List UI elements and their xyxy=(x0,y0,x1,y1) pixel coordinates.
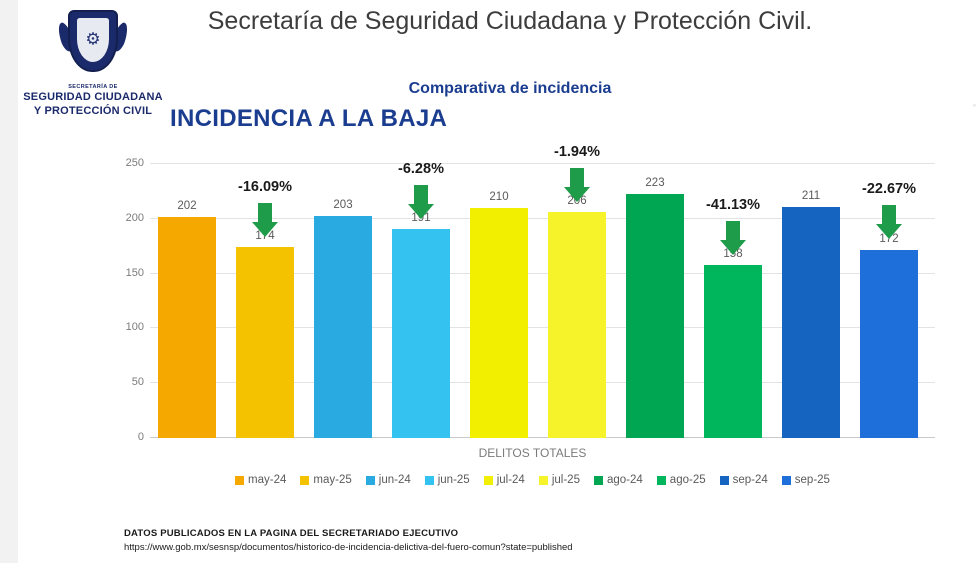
legend-label: ago-24 xyxy=(606,474,643,486)
shield-icon xyxy=(60,8,126,82)
bar-value-label: 210 xyxy=(489,190,509,203)
legend-item[interactable] xyxy=(366,474,411,486)
legend-item[interactable] xyxy=(657,474,706,486)
percent-change-label: -1.94% xyxy=(554,144,600,161)
bar[interactable] xyxy=(548,212,606,438)
y-axis-tick: 150 xyxy=(125,266,144,279)
legend-swatch xyxy=(720,476,729,485)
percent-change-label: -6.28% xyxy=(398,160,444,177)
bar-value-label: 191 xyxy=(411,211,431,224)
y-axis-tick: 200 xyxy=(125,211,144,224)
down-arrow-icon xyxy=(252,203,278,237)
y-axis-tick: 100 xyxy=(125,321,144,334)
footer-source-url[interactable]: https://www.gob.mx/sesnsp/documentos/historico-de-incidencia-delictiva-del-fuero-comun?state=published xyxy=(124,542,573,553)
y-axis-tick: 0 xyxy=(137,431,144,443)
footer-note: DATOS PUBLICADOS EN LA PAGINA DEL SECRETARIADO EJECUTIVO xyxy=(124,528,459,539)
bar-value-label: 223 xyxy=(645,176,665,189)
legend-label: jul-24 xyxy=(496,474,525,486)
legend-label: sep-25 xyxy=(794,474,830,486)
bar-value-label: 211 xyxy=(801,189,821,202)
percent-change-label: -41.13% xyxy=(705,196,760,213)
page-title: Secretaría de Seguridad Ciudadana y Protección Civil. xyxy=(207,7,813,35)
legend-item[interactable] xyxy=(782,474,830,486)
incidence-bar-chart xyxy=(110,144,955,460)
legend-label: may-25 xyxy=(313,474,352,486)
bar-value-label: 174 xyxy=(255,230,275,243)
legend-label: ago-25 xyxy=(669,474,706,486)
legend-swatch xyxy=(300,476,309,485)
institution-logo xyxy=(18,8,168,118)
percent-change-label: -16.09% xyxy=(237,179,292,196)
bar-series xyxy=(150,144,935,438)
legend-item[interactable] xyxy=(484,474,525,486)
down-arrow-icon xyxy=(564,168,590,202)
legend-swatch xyxy=(235,476,244,485)
logo-small-text: SECRETARÍA DE xyxy=(68,84,118,90)
legend-item[interactable] xyxy=(425,474,470,486)
bar[interactable] xyxy=(782,207,840,438)
down-arrow-icon xyxy=(720,221,746,255)
legend-swatch xyxy=(484,476,493,485)
legend-item[interactable] xyxy=(594,474,643,486)
legend-swatch xyxy=(782,476,791,485)
bar[interactable] xyxy=(392,229,450,438)
down-arrow-icon xyxy=(408,185,434,219)
y-axis-tick: 50 xyxy=(131,376,144,389)
bar-value-label: 158 xyxy=(723,247,743,260)
bar-value-label: 202 xyxy=(177,199,197,212)
chart-subtitle: Comparativa de incidencia xyxy=(408,80,612,97)
logo-line-2: Y PROTECCIÓN CIVIL xyxy=(33,105,153,117)
legend-label: jul-25 xyxy=(551,474,580,486)
legend-item[interactable] xyxy=(720,474,768,486)
bar[interactable] xyxy=(314,216,372,438)
legend-label: jun-25 xyxy=(437,474,470,486)
logo-line-1: SEGURIDAD CIUDADANA xyxy=(23,91,163,103)
left-strip xyxy=(0,0,18,563)
bar-value-label: 172 xyxy=(879,232,899,245)
section-title: INCIDENCIA A LA BAJA xyxy=(170,105,448,132)
bar[interactable] xyxy=(626,194,684,438)
legend-label: may-24 xyxy=(248,474,287,486)
x-axis-title: DELITOS TOTALES xyxy=(478,446,587,460)
eagle-icon: ⚙ xyxy=(85,29,101,49)
legend-label: jun-24 xyxy=(378,474,411,486)
legend-swatch xyxy=(366,476,375,485)
bar-value-label: 206 xyxy=(567,195,587,208)
legend-item[interactable] xyxy=(300,474,351,486)
bar[interactable] xyxy=(158,217,216,438)
legend-swatch xyxy=(594,476,603,485)
down-arrow-icon xyxy=(876,205,902,239)
plot-area xyxy=(125,144,935,443)
legend-label: sep-24 xyxy=(732,474,768,486)
legend-item[interactable] xyxy=(539,474,580,486)
legend-swatch xyxy=(425,476,434,485)
footer xyxy=(124,528,824,553)
chart-legend xyxy=(110,474,955,486)
edge-marker: ◦ xyxy=(972,100,976,110)
bar[interactable] xyxy=(704,265,762,438)
legend-item[interactable] xyxy=(235,474,286,486)
bar-value-label: 203 xyxy=(333,198,353,211)
legend-swatch xyxy=(657,476,666,485)
bar[interactable] xyxy=(470,208,528,438)
bar[interactable] xyxy=(860,250,918,439)
y-axis-tick: 250 xyxy=(125,157,144,169)
legend-swatch xyxy=(539,476,548,485)
bar[interactable] xyxy=(236,247,294,438)
percent-change-label: -22.67% xyxy=(861,181,916,198)
